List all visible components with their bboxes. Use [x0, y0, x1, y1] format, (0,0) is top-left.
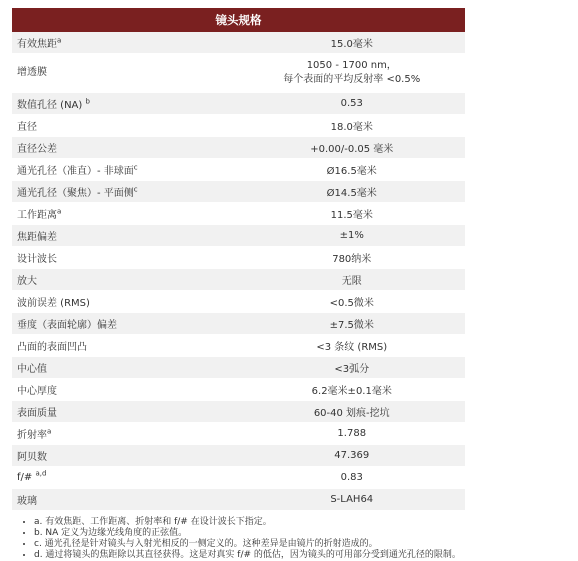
row-label	[12, 467, 239, 489]
row-value: ±7.5微米	[239, 313, 466, 335]
footnote-marker: c	[133, 163, 138, 172]
table-title: 镜头规格	[12, 8, 465, 32]
table-row	[12, 313, 465, 335]
table-row	[12, 54, 465, 93]
table-row	[12, 489, 465, 511]
footnote-marker: c	[133, 185, 138, 194]
table-row	[12, 467, 465, 489]
row-label	[12, 54, 239, 93]
row-value: 15.0毫米	[239, 32, 466, 54]
row-label-text: 焦距偏差	[17, 232, 57, 243]
row-label-text: 通光孔径（聚焦）- 平面侧	[17, 188, 134, 199]
row-label	[12, 269, 239, 291]
table-row	[12, 93, 465, 115]
row-value: 47.369	[239, 445, 466, 467]
footnote-d: • d. 通过将镜头的焦距除以其直径获得。这是对真实 f/# 的低估，因为镜头的可用部分受到通光孔径的限制。	[34, 550, 465, 561]
footnote-marker: a	[47, 427, 52, 436]
row-label-text: 工作距离	[17, 210, 57, 221]
footnote-marker: b	[85, 97, 90, 106]
lens-spec-panel	[12, 8, 465, 561]
row-label-text: 通光孔径（准直）- 非球面	[17, 166, 134, 177]
row-label	[12, 181, 239, 203]
table-row	[12, 357, 465, 379]
row-value: +0.00/-0.05 毫米	[239, 137, 466, 159]
row-value: <3 条纹 (RMS)	[239, 335, 466, 357]
row-value: 780纳米	[239, 247, 466, 269]
row-value: S-LAH64	[239, 489, 466, 511]
row-label	[12, 93, 239, 115]
row-label-text: 折射率	[17, 430, 47, 441]
row-value: 60-40 划痕-挖坑	[239, 401, 466, 423]
footnote-marker: a	[57, 36, 62, 45]
row-label	[12, 423, 239, 445]
row-label-text: 凸面的表面凹凸	[17, 342, 87, 353]
row-value: 无限	[239, 269, 466, 291]
row-label-text: 有效焦距	[17, 39, 57, 50]
row-label	[12, 291, 239, 313]
row-value: 18.0毫米	[239, 115, 466, 137]
table-row	[12, 291, 465, 313]
row-value-line-1: 1050 - 1700 nm，	[306, 60, 397, 71]
row-label	[12, 159, 239, 181]
row-label-text: 表面质量	[17, 408, 57, 419]
row-label-text: f/#	[17, 472, 33, 483]
table-row	[12, 379, 465, 401]
row-value: <0.5微米	[239, 291, 466, 313]
row-value: 0.83	[239, 467, 466, 489]
row-label-text: 玻璃	[17, 496, 37, 507]
row-label	[12, 247, 239, 269]
row-value: Ø14.5毫米	[239, 181, 466, 203]
row-value: 0.53	[239, 93, 466, 115]
table-row	[12, 423, 465, 445]
row-label-text: 数值孔径 (NA)	[17, 100, 83, 111]
row-label-text: 中心值	[17, 364, 47, 375]
row-label	[12, 489, 239, 511]
table-row	[12, 225, 465, 247]
row-label	[12, 401, 239, 423]
row-label	[12, 357, 239, 379]
row-value: 6.2毫米±0.1毫米	[239, 379, 466, 401]
row-value: ±1%	[239, 225, 466, 247]
table-row	[12, 445, 465, 467]
table-row	[12, 203, 465, 225]
table-row	[12, 401, 465, 423]
table-row	[12, 115, 465, 137]
footnotes-list	[12, 517, 465, 561]
row-value	[239, 54, 466, 93]
row-value-line-2: 每个表面的平均反射率 <0.5%	[283, 74, 421, 85]
row-label	[12, 203, 239, 225]
row-label	[12, 137, 239, 159]
footnote-a: • a. 有效焦距、工作距离、折射率和 f/# 在设计波长下指定。	[34, 517, 465, 528]
row-label-text: 垂度（表面轮廓）偏差	[17, 320, 117, 331]
table-row	[12, 32, 465, 54]
footnote-marker: a	[57, 207, 62, 216]
row-value: Ø16.5毫米	[239, 159, 466, 181]
row-value: 11.5毫米	[239, 203, 466, 225]
row-label-text: 放大	[17, 276, 37, 287]
row-value: 1.788	[239, 423, 466, 445]
row-label	[12, 32, 239, 54]
row-label	[12, 225, 239, 247]
table-row	[12, 335, 465, 357]
row-label	[12, 313, 239, 335]
row-label-text: 直径公差	[17, 144, 57, 155]
table-row	[12, 181, 465, 203]
footnote-b: • b. NA 定义为边缘光线角度的正弦值。	[34, 528, 465, 539]
row-label-text: 中心厚度	[17, 386, 57, 397]
row-label	[12, 379, 239, 401]
row-label-text: 设计波长	[17, 254, 57, 265]
table-header-row	[12, 8, 465, 32]
row-label-text: 增透膜	[17, 67, 47, 78]
row-label-text: 波前误差 (RMS)	[17, 298, 90, 309]
table-row	[12, 137, 465, 159]
table-row	[12, 269, 465, 291]
row-value: <3弧分	[239, 357, 466, 379]
row-label-text: 阿贝数	[17, 452, 47, 463]
table-row	[12, 247, 465, 269]
row-label	[12, 115, 239, 137]
table-row	[12, 159, 465, 181]
footnote-c: • c. 通光孔径是针对镜头与入射光相反的一侧定义的。这种差异是由镜片的折射造成的。	[34, 539, 465, 550]
footnote-marker: a,d	[35, 469, 47, 478]
row-label	[12, 445, 239, 467]
row-label-text: 直径	[17, 122, 37, 133]
row-label	[12, 335, 239, 357]
lens-spec-table	[12, 8, 465, 511]
